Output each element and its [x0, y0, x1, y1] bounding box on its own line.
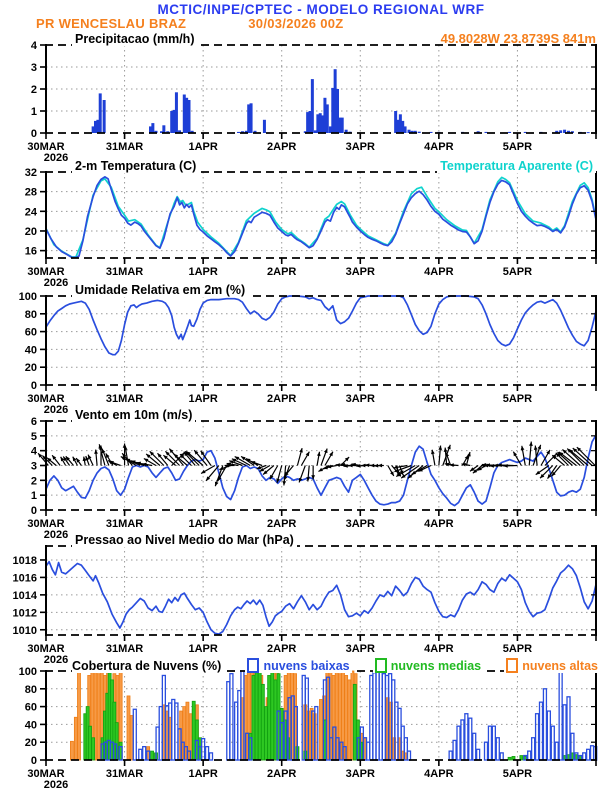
y-tick-label: 20 — [24, 362, 37, 375]
x-tick-label: 5APR — [502, 393, 533, 405]
x-tick-label: 3APR — [345, 393, 375, 405]
y-tick-label: 0 — [30, 128, 37, 140]
mid-clouds-swatch-icon — [375, 658, 387, 673]
legend-label-low-clouds: nuvens baixas — [263, 658, 350, 673]
y-tick-label: 1014 — [12, 589, 37, 602]
y-tick-label: 20 — [24, 225, 37, 238]
high-clouds-swatch-icon — [506, 658, 518, 673]
y-tick-label: 20 — [24, 737, 37, 750]
x-axis-year-label: 2026 — [43, 654, 69, 666]
y-tick-label: 80 — [24, 308, 37, 321]
x-tick-label: 31MAR — [105, 393, 144, 405]
x-tick-label: 3APR — [345, 643, 375, 655]
y-tick-label: 1018 — [12, 554, 37, 567]
low-clouds-swatch-icon — [247, 658, 259, 673]
x-tick-label: 31MAR — [105, 266, 144, 278]
x-axis-year-label: 2026 — [43, 404, 69, 416]
x-tick-label: 3APR — [345, 266, 375, 278]
x-tick-label: 1APR — [188, 518, 218, 530]
x-tick-label: 4APR — [424, 643, 454, 655]
y-tick-label: 6 — [30, 416, 37, 428]
x-tick-label: 4APR — [424, 141, 454, 153]
x-tick-label: 30MAR — [27, 141, 65, 153]
x-tick-label: 2APR — [267, 643, 297, 655]
x-tick-label: 5APR — [502, 266, 533, 278]
x-tick-label: 31MAR — [105, 518, 144, 530]
panel-3 — [27, 416, 597, 541]
panel-title-precipitation: Precipitacao (mm/h) — [72, 32, 197, 46]
y-tick-label: 1012 — [12, 607, 37, 620]
x-tick-label: 30MAR — [27, 768, 65, 780]
x-tick-label: 2APR — [267, 141, 297, 153]
y-tick-label: 80 — [24, 683, 37, 696]
x-tick-label: 31MAR — [105, 768, 144, 780]
panel-title-temperature: 2-m Temperatura (C) — [72, 159, 199, 173]
x-tick-label: 2APR — [267, 266, 297, 278]
y-tick-label: 3 — [30, 460, 37, 473]
x-tick-label: 3APR — [345, 141, 375, 153]
run-datetime: 30/03/2026 00Z — [248, 16, 344, 31]
y-tick-label: 60 — [24, 701, 37, 714]
x-tick-label: 1APR — [188, 768, 218, 780]
x-tick-label: 5APR — [502, 141, 533, 153]
y-tick-label: 0 — [30, 755, 37, 767]
y-tick-label: 100 — [18, 291, 37, 303]
x-axis-year-label: 2026 — [43, 277, 69, 289]
legend-item-high-clouds — [504, 658, 600, 673]
x-tick-label: 4APR — [424, 768, 454, 780]
x-axis-year-label: 2026 — [43, 779, 69, 791]
y-tick-label: 60 — [24, 326, 37, 339]
legend-item-mid-clouds — [373, 658, 483, 673]
header-line2 — [36, 16, 344, 31]
y-tick-label: 2 — [30, 475, 37, 488]
y-tick-label: 100 — [18, 666, 37, 678]
page-title: MCTIC/INPE/CPTEC - MODELO REGIONAL WRF — [157, 2, 485, 17]
panel-2 — [19, 291, 597, 416]
x-tick-label: 30MAR — [27, 393, 65, 405]
y-tick-label: 4 — [30, 445, 37, 458]
x-tick-label: 4APR — [424, 266, 454, 278]
panel-title-humidity: Umidade Relativa em 2m (%) — [72, 283, 248, 297]
x-tick-label: 5APR — [502, 518, 533, 530]
location-coords: 49.8028W 23.8739S 841m — [440, 31, 596, 46]
y-tick-label: 28 — [24, 186, 37, 199]
panel-title-pressure: Pressao ao Nivel Medio do Mar (hPa) — [72, 533, 297, 547]
x-tick-label: 3APR — [345, 518, 375, 530]
legend-label-high-clouds: nuvens altas — [522, 658, 598, 673]
x-tick-label: 4APR — [424, 518, 454, 530]
panel-title-clouds: Cobertura de Nuvens (%) — [72, 659, 224, 673]
x-axis-year-label: 2026 — [43, 529, 69, 541]
x-tick-label: 30MAR — [27, 266, 65, 278]
cloud-legend-row — [72, 658, 600, 673]
x-tick-label: 30MAR — [27, 518, 65, 530]
panel-1 — [25, 167, 597, 289]
x-tick-label: 1APR — [188, 266, 218, 278]
x-tick-label: 31MAR — [105, 643, 144, 655]
y-tick-label: 40 — [24, 719, 37, 732]
panel-5 — [19, 666, 597, 791]
y-tick-label: 1 — [30, 106, 37, 118]
x-tick-label: 5APR — [502, 643, 533, 655]
y-tick-label: 40 — [24, 344, 37, 357]
panel-title-apparent-temperature: Temperatura Aparente (C) — [437, 159, 596, 173]
x-tick-label: 2APR — [267, 768, 297, 780]
x-axis-year-label: 2026 — [43, 152, 69, 164]
panel-title-wind: Vento em 10m (m/s) — [72, 408, 195, 422]
legend-label-mid-clouds: nuvens medias — [390, 658, 482, 673]
y-tick-label: 2 — [30, 84, 37, 96]
x-tick-label: 31MAR — [105, 141, 144, 153]
legend-item-low-clouds — [245, 658, 351, 673]
y-tick-label: 1 — [30, 490, 37, 503]
x-tick-label: 1APR — [188, 393, 218, 405]
x-tick-label: 5APR — [502, 768, 533, 780]
x-tick-label: 30MAR — [27, 643, 65, 655]
y-tick-label: 1010 — [12, 624, 37, 637]
x-tick-label: 3APR — [345, 768, 375, 780]
panel-0 — [27, 40, 597, 164]
y-tick-label: 32 — [24, 167, 37, 179]
y-tick-label: 1016 — [12, 572, 37, 585]
y-tick-label: 4 — [30, 40, 37, 52]
x-tick-label: 2APR — [267, 518, 297, 530]
y-tick-label: 0 — [30, 380, 37, 392]
y-tick-label: 5 — [30, 430, 37, 443]
y-tick-label: 16 — [24, 245, 37, 258]
x-tick-label: 1APR — [188, 643, 218, 655]
x-tick-label: 1APR — [188, 141, 218, 153]
station-name: PR WENCESLAU BRAZ — [36, 16, 187, 31]
y-tick-label: 24 — [24, 206, 37, 219]
y-tick-label: 3 — [30, 62, 37, 74]
y-tick-label: 0 — [30, 505, 37, 517]
x-tick-label: 4APR — [424, 393, 454, 405]
panel-4 — [13, 545, 597, 666]
x-tick-label: 2APR — [267, 393, 297, 405]
